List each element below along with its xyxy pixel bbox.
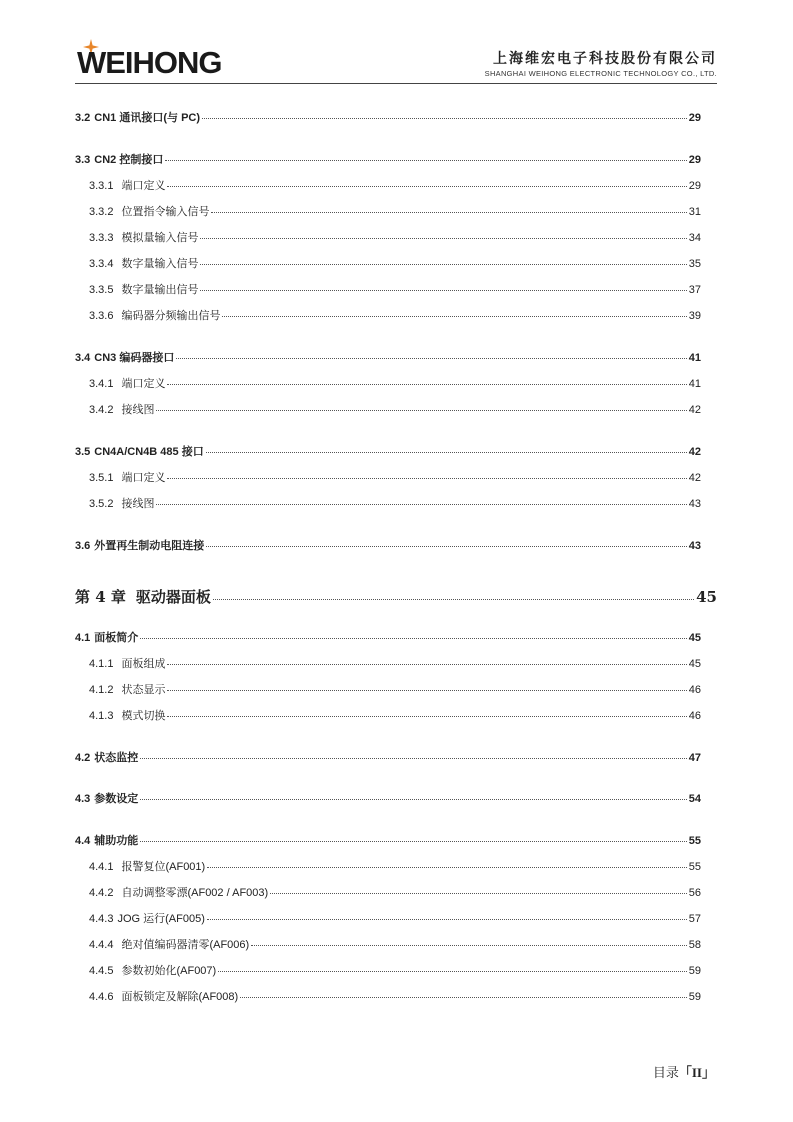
toc-leader-dots	[165, 159, 686, 161]
toc-leader-dots	[176, 357, 686, 359]
toc-subsection-entry[interactable]	[75, 229, 701, 247]
toc-entry-title: 模拟量输入信号	[121, 232, 199, 244]
toc-section-entry[interactable]	[75, 349, 701, 367]
toc-leader-dots	[140, 637, 686, 639]
toc-entry-title: 端口定义	[121, 472, 166, 484]
toc-entry-title: 参数设定	[94, 793, 139, 805]
toc-subsection-entry[interactable]	[75, 375, 701, 393]
toc-page-number: 42	[688, 404, 701, 416]
toc-entry-number: 4.1	[75, 632, 91, 644]
toc-leader-dots	[213, 598, 694, 600]
toc-subsection-entry[interactable]	[75, 988, 701, 1006]
toc-subsection-entry[interactable]	[75, 281, 701, 299]
toc-leader-dots	[206, 451, 687, 453]
toc-subsection-entry[interactable]	[75, 681, 701, 699]
toc-entry-label	[75, 349, 174, 367]
toc-entry-number: 3.4.1	[89, 378, 114, 390]
toc-subsection-entry[interactable]	[75, 307, 701, 325]
toc-entry-title: JOG 运行(AF005)	[117, 913, 205, 925]
toc-entry-title: 报警复位(AF001)	[121, 861, 206, 873]
toc-leader-dots	[251, 944, 687, 946]
toc-subsection-entry[interactable]	[75, 255, 701, 273]
toc-entry-title: CN1 通讯接口(与 PC)	[94, 112, 201, 124]
toc-entry-label	[89, 495, 154, 513]
toc-entry-label	[89, 469, 165, 487]
toc-entry-number: 3.3.4	[89, 258, 114, 270]
toc-entry-label	[89, 229, 198, 247]
toc-entry-number: 3.6	[75, 540, 91, 552]
toc-leader-dots	[156, 503, 686, 505]
toc-page-number: 43	[688, 498, 701, 510]
logo-text: WEIHONG	[77, 45, 222, 80]
toc-entry-number: 3.3	[75, 154, 91, 166]
toc-subsection-entry[interactable]	[75, 177, 701, 195]
toc-page-number: 43	[688, 540, 701, 552]
toc-entry-number: 4.4.1	[89, 861, 114, 873]
toc-leader-dots	[167, 663, 686, 665]
toc-entry-number: 3.3.2	[89, 206, 114, 218]
toc-subsection-entry[interactable]	[75, 401, 701, 419]
toc-subsection-entry[interactable]	[75, 495, 701, 513]
toc-leader-dots	[140, 757, 686, 759]
toc-leader-dots	[167, 689, 686, 691]
toc-entry-label	[89, 681, 165, 699]
footer-open-bracket: 「	[678, 1065, 692, 1080]
toc-page-number: 42	[688, 446, 701, 458]
toc-subsection-entry[interactable]	[75, 707, 701, 725]
toc-entry-label	[89, 255, 198, 273]
weihong-logo	[75, 36, 275, 81]
toc-entry-number: 4.4.3	[89, 913, 114, 925]
toc-leader-dots	[218, 970, 687, 972]
toc-page-number: 29	[688, 180, 701, 192]
toc-page-number: 56	[688, 887, 701, 899]
footer-close-bracket: 」	[701, 1065, 715, 1080]
toc-page-number: 45	[688, 658, 701, 670]
toc-subsection-entry[interactable]	[75, 655, 701, 673]
toc-leader-dots	[167, 715, 686, 717]
toc-page-number: 46	[688, 710, 701, 722]
toc-entry-number: 3.4	[75, 352, 91, 364]
toc-leader-dots	[240, 996, 687, 998]
toc-page-number: 54	[688, 793, 701, 805]
toc-subsection-entry[interactable]	[75, 884, 701, 902]
toc-section-entry[interactable]	[75, 832, 701, 850]
toc-entry-number: 4.1.2	[89, 684, 114, 696]
toc-entry-number: 第 4 章	[75, 588, 126, 606]
toc-page-number: 47	[688, 752, 701, 764]
toc-entry-number: 4.4	[75, 835, 91, 847]
toc-entry-title: 外置再生制动电阻连接	[94, 540, 205, 552]
toc-section-entry[interactable]	[75, 749, 701, 767]
toc-leader-dots	[200, 237, 686, 239]
toc-entry-number: 3.3.1	[89, 180, 114, 192]
toc-leader-dots	[140, 798, 686, 800]
toc-leader-dots	[270, 892, 687, 894]
toc-leader-dots	[156, 409, 686, 411]
toc-entry-label	[75, 586, 211, 608]
toc-page-number: 37	[688, 284, 701, 296]
toc-leader-dots	[167, 477, 686, 479]
toc-entry-title: CN3 编码器接口	[94, 352, 175, 364]
toc-entry-number: 3.3.3	[89, 232, 114, 244]
toc-leader-dots	[200, 289, 686, 291]
toc-entry-title: 接线图	[121, 498, 155, 510]
toc-entry-title: 辅助功能	[94, 835, 139, 847]
toc-page-number: 58	[688, 939, 701, 951]
toc-entry-number: 3.4.2	[89, 404, 114, 416]
toc-page-number: 39	[688, 310, 701, 322]
header-divider	[75, 83, 717, 84]
toc-section-entry[interactable]	[75, 790, 701, 808]
toc-entry-label	[89, 910, 205, 928]
page-footer	[653, 1062, 715, 1081]
toc-entry-label	[89, 177, 165, 195]
toc-entry-title: CN2 控制接口	[94, 154, 164, 166]
toc-entry-title: 面板组成	[121, 658, 166, 670]
toc-entry-number: 3.5.2	[89, 498, 114, 510]
footer-page-number: II	[691, 1065, 702, 1080]
toc-page-number: 55	[688, 835, 701, 847]
toc-page-number: 45	[688, 632, 701, 644]
toc-page-number: 41	[688, 378, 701, 390]
toc-entry-label	[75, 832, 138, 850]
toc-page-number: 42	[688, 472, 701, 484]
toc-section-entry[interactable]	[75, 537, 701, 555]
toc-entry-label	[89, 375, 165, 393]
toc-entry-title: 数字量输入信号	[121, 258, 199, 270]
toc-entry-title: 参数初始化(AF007)	[121, 965, 217, 977]
toc-page-number: 34	[688, 232, 701, 244]
toc-subsection-entry[interactable]	[75, 936, 701, 954]
toc-entry-title: 自动调整零漂(AF002 / AF003)	[121, 887, 269, 899]
toc-leader-dots	[206, 545, 686, 547]
toc-entry-number: 3.2	[75, 112, 91, 124]
toc-page-number: 29	[688, 154, 701, 166]
toc-entry-label	[89, 281, 198, 299]
toc-section-entry[interactable]	[75, 629, 701, 647]
toc-leader-dots	[222, 315, 686, 317]
toc-entry-title: 端口定义	[121, 180, 166, 192]
toc-entry-label	[75, 109, 200, 127]
toc-section-entry[interactable]	[75, 151, 701, 169]
toc-leader-dots	[167, 383, 686, 385]
toc-entry-label	[89, 707, 165, 725]
toc-leader-dots	[202, 117, 687, 119]
toc-page-number: 59	[688, 991, 701, 1003]
toc-entry-label	[75, 151, 163, 169]
toc-leader-dots	[207, 866, 687, 868]
toc-entry-number: 3.5.1	[89, 472, 114, 484]
toc-leader-dots	[200, 263, 686, 265]
toc-subsection-entry[interactable]	[75, 962, 701, 980]
toc-entry-title: 面板简介	[94, 632, 139, 644]
toc-entry-label	[89, 988, 238, 1006]
toc-entry-title: 绝对值编码器清零(AF006)	[121, 939, 250, 951]
toc-entry-number: 3.5	[75, 446, 91, 458]
toc-entry-title: 端口定义	[121, 378, 166, 390]
toc-entry-title: 模式切换	[121, 710, 166, 722]
toc-entry-label	[75, 537, 204, 555]
page-header	[75, 36, 717, 84]
toc-entry-number: 4.3	[75, 793, 91, 805]
toc-entry-number: 4.4.6	[89, 991, 114, 1003]
toc-entry-title: 驱动器面板	[135, 588, 211, 606]
toc-entry-label	[75, 790, 138, 808]
toc-entry-label	[89, 401, 154, 419]
toc-page-number: 59	[688, 965, 701, 977]
toc-entry-label	[89, 203, 209, 221]
toc-entry-number: 4.4.5	[89, 965, 114, 977]
company-name-cn: 上海维宏电子科技股份有限公司	[493, 51, 717, 67]
toc-entry-title: 状态监控	[94, 752, 139, 764]
toc-subsection-entry[interactable]	[75, 203, 701, 221]
toc-entry-number: 4.2	[75, 752, 91, 764]
toc-entry-title: 位置指令输入信号	[121, 206, 210, 218]
toc-page-number: 41	[688, 352, 701, 364]
toc-entry-number: 3.3.5	[89, 284, 114, 296]
toc-entry-label	[75, 749, 138, 767]
toc-subsection-entry[interactable]	[75, 910, 701, 928]
toc-entry-label	[89, 884, 268, 902]
toc-entry-label	[75, 443, 204, 461]
toc-page-number: 46	[688, 684, 701, 696]
toc-entry-label	[89, 655, 165, 673]
toc-entry-number: 4.4.2	[89, 887, 114, 899]
toc-leader-dots	[211, 211, 686, 213]
toc-entry-title: 面板锁定及解除(AF008)	[121, 991, 239, 1003]
toc-entry-title: CN4A/CN4B 485 接口	[94, 446, 204, 458]
toc-entry-title: 状态显示	[121, 684, 166, 696]
toc-section-entry[interactable]	[75, 109, 701, 127]
toc-entry-number: 4.1.3	[89, 710, 114, 722]
toc-entry-label	[89, 858, 205, 876]
toc-entry-label	[75, 629, 138, 647]
toc-entry-title: 接线图	[121, 404, 155, 416]
toc-page-number: 57	[688, 913, 701, 925]
toc-entry-number: 4.4.4	[89, 939, 114, 951]
toc-leader-dots	[167, 185, 686, 187]
toc-entry-label	[89, 936, 249, 954]
toc-entry-title: 编码器分频输出信号	[121, 310, 221, 322]
toc-page-number: 45	[696, 588, 717, 606]
toc-leader-dots	[207, 918, 687, 920]
company-name-en: SHANGHAI WEIHONG ELECTRONIC TECHNOLOGY CO., LTD.	[484, 69, 717, 78]
toc-entry-number: 3.3.6	[89, 310, 114, 322]
toc-entry-label	[89, 962, 216, 980]
toc-page-number: 35	[688, 258, 701, 270]
toc-subsection-entry[interactable]	[75, 858, 701, 876]
toc-entry-label	[89, 307, 220, 325]
toc-page-number: 31	[688, 206, 701, 218]
toc-entry-number: 4.1.1	[89, 658, 114, 670]
toc-subsection-entry[interactable]	[75, 469, 701, 487]
toc-page-number: 29	[688, 112, 701, 124]
toc-section-entry[interactable]	[75, 443, 701, 461]
toc-entry-title: 数字量输出信号	[121, 284, 199, 296]
footer-section-label: 目录	[652, 1065, 679, 1080]
toc-page-number: 55	[688, 861, 701, 873]
toc-chapter-entry[interactable]	[75, 586, 717, 608]
toc-leader-dots	[140, 840, 686, 842]
